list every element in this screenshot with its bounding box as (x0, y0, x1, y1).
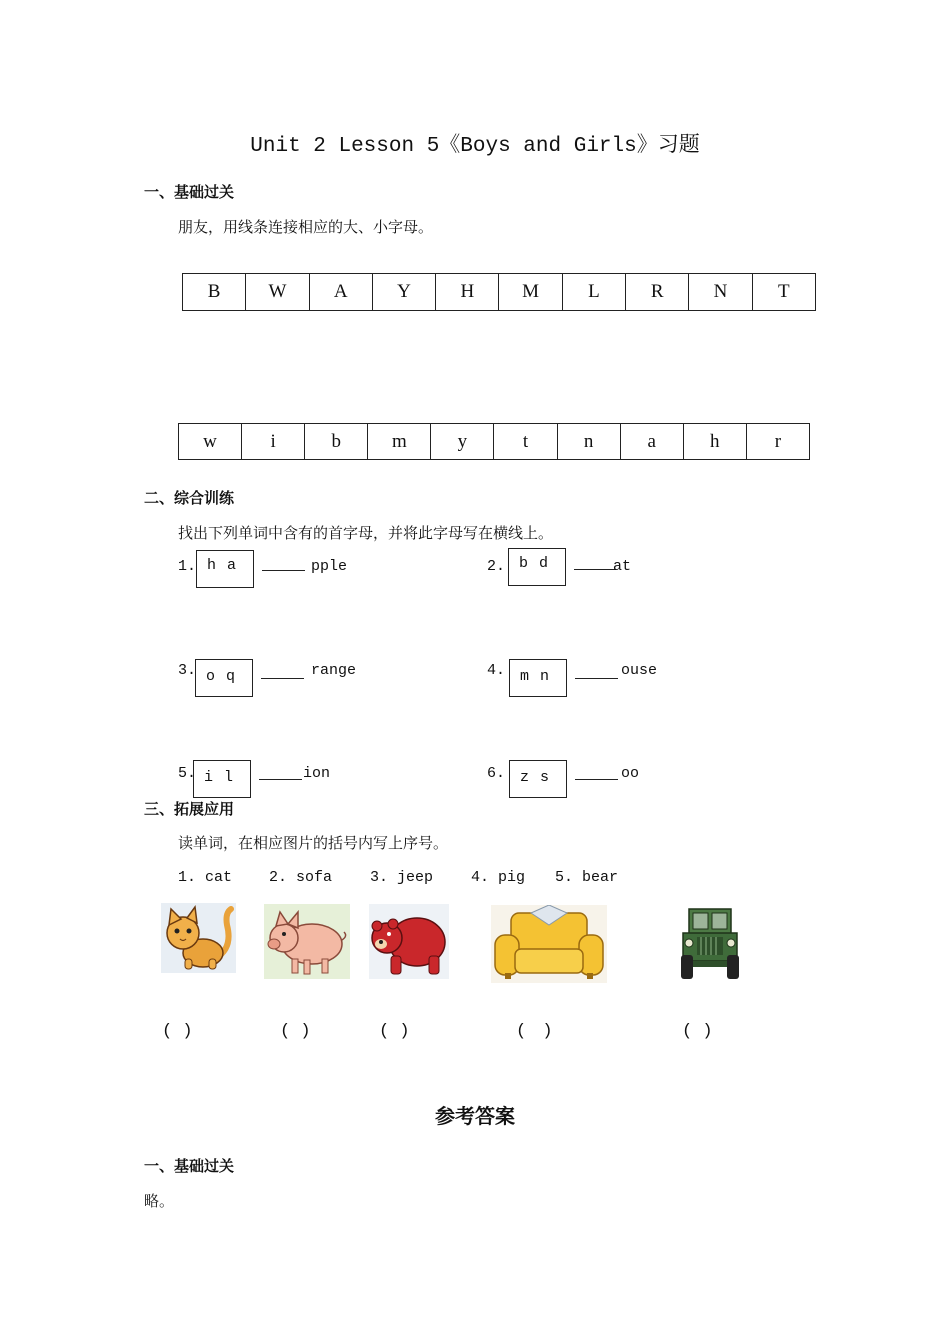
cat-picture (161, 903, 236, 973)
letter-cell[interactable]: Y (372, 274, 435, 311)
lowercase-letter-table (178, 423, 810, 460)
answers-text: 略。 (144, 1192, 175, 1210)
question-number: 1. (178, 558, 197, 575)
letter-cell[interactable]: A (309, 274, 372, 311)
letter-cell[interactable]: b (305, 424, 368, 460)
letter-cell[interactable]: N (689, 274, 752, 311)
vocab-word: 5. bear (555, 869, 619, 886)
letter-choice-box: i l (193, 760, 251, 798)
letter-cell[interactable]: L (562, 274, 625, 311)
answer-parentheses[interactable]: ( ) (516, 1022, 556, 1041)
section3-instruction: 读单词，在相应图片的括号内写上序号。 (178, 834, 449, 852)
bear-picture (369, 904, 449, 979)
vocab-word: 2. sofa (269, 869, 333, 886)
letter-cell[interactable]: W (246, 274, 309, 311)
section2-instruction: 找出下列单词中含有的首字母，并将此字母写在横线上。 (178, 524, 554, 542)
word-suffix: ouse (621, 662, 658, 679)
answer-parentheses[interactable]: ( ) (162, 1022, 193, 1041)
answer-blank[interactable] (575, 678, 618, 679)
letter-cell[interactable]: m (368, 424, 431, 460)
uppercase-letter-table (182, 273, 816, 311)
vocab-word: 4. pig (471, 869, 526, 886)
question-number: 2. (487, 558, 506, 575)
word-suffix: oo (621, 765, 640, 782)
question-number: 5. (178, 765, 197, 782)
letter-cell[interactable]: T (752, 274, 815, 311)
question-number: 3. (178, 662, 197, 679)
answer-parentheses[interactable]: ( ) (379, 1022, 410, 1041)
letter-cell[interactable]: n (557, 424, 620, 460)
letter-cell[interactable]: t (494, 424, 557, 460)
answer-blank[interactable] (262, 570, 305, 571)
letter-cell[interactable]: H (436, 274, 499, 311)
letter-cell[interactable]: y (431, 424, 494, 460)
sofa-picture (491, 905, 607, 983)
section3-heading: 三、拓展应用 (144, 800, 235, 818)
letter-cell[interactable]: M (499, 274, 562, 311)
page-title: Unit 2 Lesson 5《Boys and Girls》习题 (250, 135, 700, 158)
section1-heading: 一、基础过关 (144, 183, 235, 201)
letter-choice-box: b d (508, 548, 566, 586)
jeep-picture (679, 907, 741, 981)
letter-cell[interactable]: i (242, 424, 305, 460)
question-number: 4. (487, 662, 506, 679)
pig-picture (264, 904, 350, 979)
answer-parentheses[interactable]: ( ) (682, 1022, 713, 1041)
vocab-word: 1. cat (178, 869, 233, 886)
letter-cell[interactable]: R (626, 274, 689, 311)
word-suffix: ion (303, 765, 331, 782)
vocab-word: 3. jeep (370, 869, 434, 886)
word-suffix: range (311, 662, 357, 679)
letter-choice-box: o q (195, 659, 253, 697)
letter-cell[interactable]: h (683, 424, 746, 460)
question-number: 6. (487, 765, 506, 782)
word-suffix: at (613, 558, 632, 575)
answer-parentheses[interactable]: ( ) (280, 1022, 311, 1041)
letter-choice-box: m n (509, 659, 567, 697)
letter-cell[interactable]: a (620, 424, 683, 460)
answer-blank[interactable] (259, 779, 302, 780)
letter-cell[interactable]: r (746, 424, 809, 460)
letter-choice-box: h a (196, 550, 254, 588)
answer-blank[interactable] (575, 779, 618, 780)
letter-choice-box: z s (509, 760, 567, 798)
section2-heading: 二、综合训练 (144, 489, 235, 507)
section1-instruction: 朋友，用线条连接相应的大、小字母。 (178, 218, 434, 236)
letter-cell[interactable]: w (179, 424, 242, 460)
answer-blank[interactable] (574, 569, 616, 570)
letter-cell[interactable]: B (183, 274, 246, 311)
answer-blank[interactable] (261, 678, 304, 679)
answers-section-heading: 一、基础过关 (144, 1157, 235, 1175)
word-suffix: pple (311, 558, 348, 575)
answers-title: 参考答案 (435, 1104, 515, 1128)
